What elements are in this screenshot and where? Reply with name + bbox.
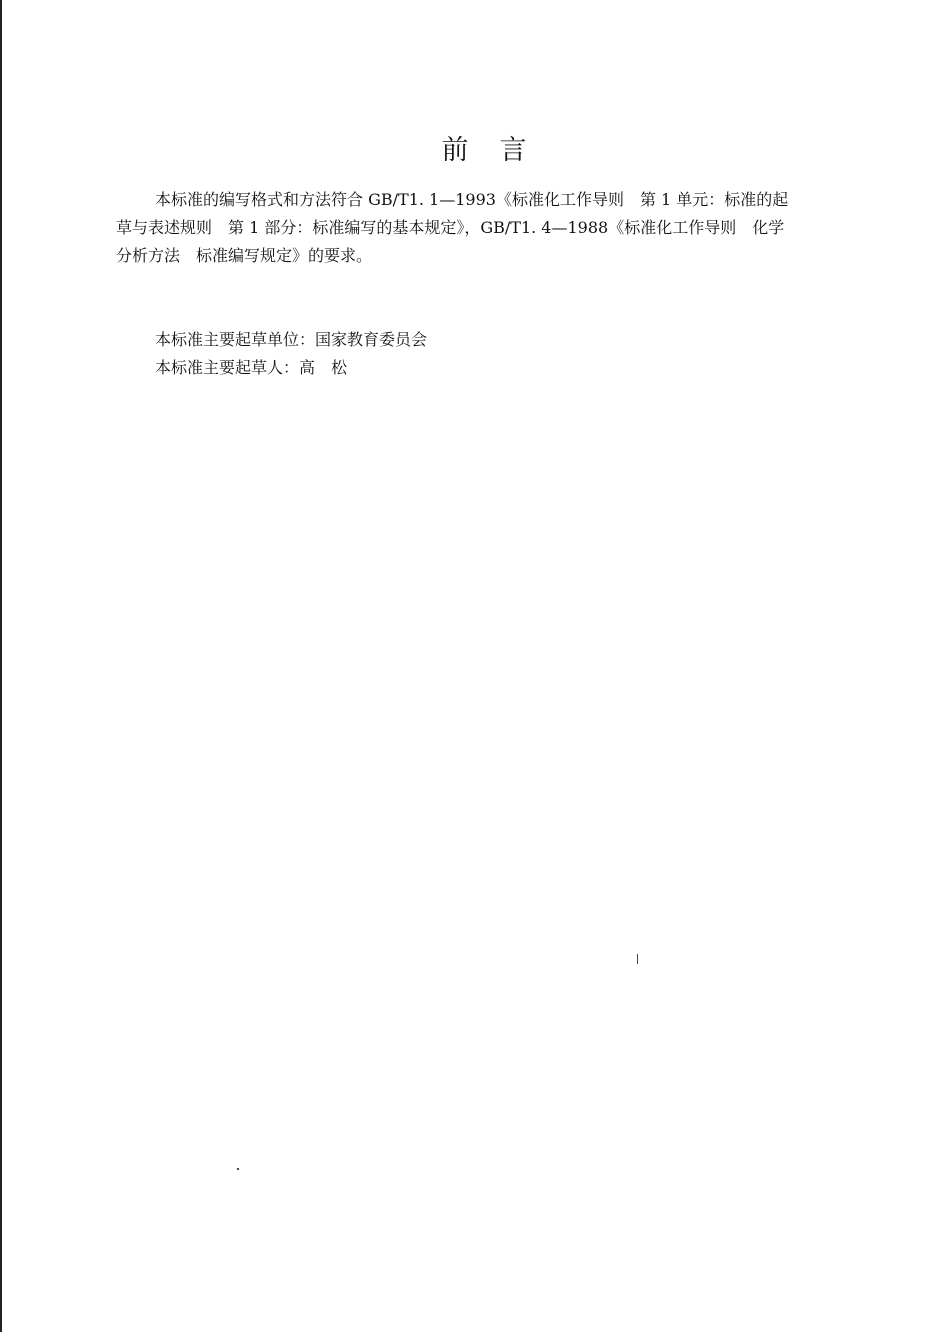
preface-line-3: 分析方法 标准编写规定》的要求。: [116, 246, 373, 265]
preface-line-1: 本标准的编写格式和方法符合 GB/T1. 1—1993《标准化工作导则 第 1 单元：标准的起: [155, 190, 789, 209]
drafters-block: [155, 326, 427, 382]
scan-speck: [237, 1168, 239, 1170]
preface-paragraph: [116, 186, 858, 270]
page-title: 前 言: [441, 135, 529, 166]
drafter-name: 本标准主要起草人：高 松: [155, 358, 348, 377]
scan-speck: [637, 954, 638, 964]
preface-line-2: 草与表述规则 第 1 部分：标准编写的基本规定》，GB/T1. 4—1988《标准化工作导则 化学: [116, 218, 785, 237]
drafting-unit: 本标准主要起草单位：国家教育委员会: [155, 330, 428, 349]
